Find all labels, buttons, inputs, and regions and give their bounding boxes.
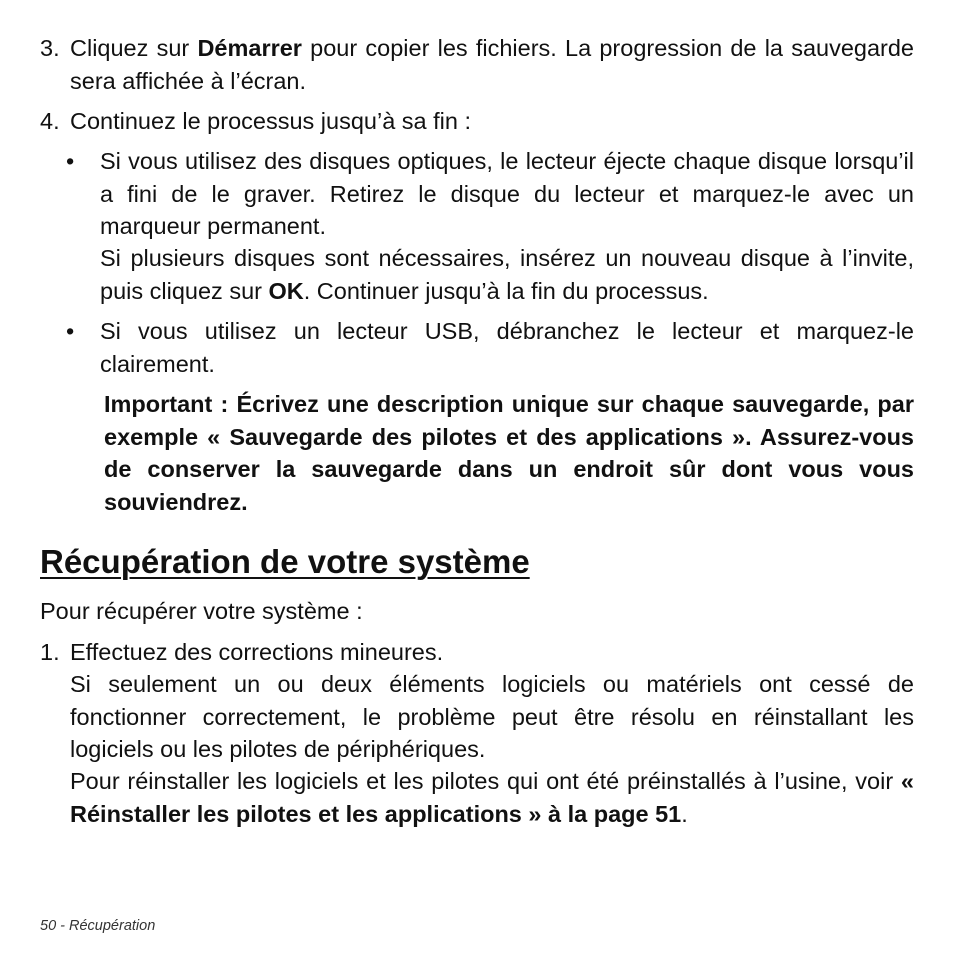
para-2-post: .: [681, 800, 688, 827]
para-2-pre: Pour réinstaller les logiciels et les pilotes qui ont été préinstallés à l’usine, voir: [70, 768, 901, 794]
bullet-1-continuation: [100, 242, 914, 307]
recovery-step-1-para-1: Si seulement un ou deux éléments logiciels ou matériels ont cessé de fonctionner correctement, le problème peut être résolu en réinstallant les logiciels ou les pilotes de périphériques.: [70, 671, 914, 762]
step-4-number: 4.: [40, 108, 60, 134]
recovery-step-1-title: Effectuez des corrections mineures.: [70, 639, 444, 665]
step-3-pre: Cliquez sur: [70, 35, 198, 61]
start-button-label: Démarrer: [197, 35, 302, 61]
page-footer: 50 - Récupération: [40, 918, 156, 934]
bullet-1-glyph: •: [66, 148, 75, 174]
step-4-text: Continuez le processus jusqu’à sa fin :: [70, 108, 472, 134]
bullet-1-text: Si vous utilisez des disques optiques, le lecteur éjecte chaque disque lorsqu’il a fini de le graver. Retirez le disque du lecteur et marquez-le avec un marqueur permanent.: [100, 148, 914, 239]
bullet-2-text: Si vous utilisez un lecteur USB, débranchez le lecteur et marquez-le clairement.: [100, 318, 914, 377]
step-3-number: 3.: [40, 35, 60, 61]
section-title: Récupération de votre système: [40, 543, 530, 580]
intro-text: Pour récupérer votre système :: [40, 598, 363, 624]
reinstall-drivers-reference: « Réinstaller les pilotes et les applications » à la page 51: [70, 768, 914, 827]
recovery-step-1-para-2: [70, 765, 914, 830]
ok-button-label: OK: [268, 277, 304, 304]
bullet-1-cont-pre: Si plusieurs disques sont nécessaires, insérez un nouveau disque à l’invite, puis cliquez sur: [100, 245, 914, 304]
bullet-2-glyph: •: [66, 318, 75, 344]
bullet-1-cont-post: . Continuer jusqu’à la fin du processus.: [303, 277, 709, 304]
step-3-post: pour copier les fichiers. La progression de la sauvegarde sera affichée à l’écran.: [70, 35, 915, 94]
recovery-step-1-number: 1.: [40, 639, 60, 665]
step-3-text: [70, 32, 914, 97]
important-note: Important : Écrivez une description unique sur chaque sauvegarde, par exemple « Sauvegarde des pilotes et des applications ». Assurez-vous de conserver la sauvegarde dans un endroit sûr dont vous vous souviendrez.: [104, 391, 914, 515]
